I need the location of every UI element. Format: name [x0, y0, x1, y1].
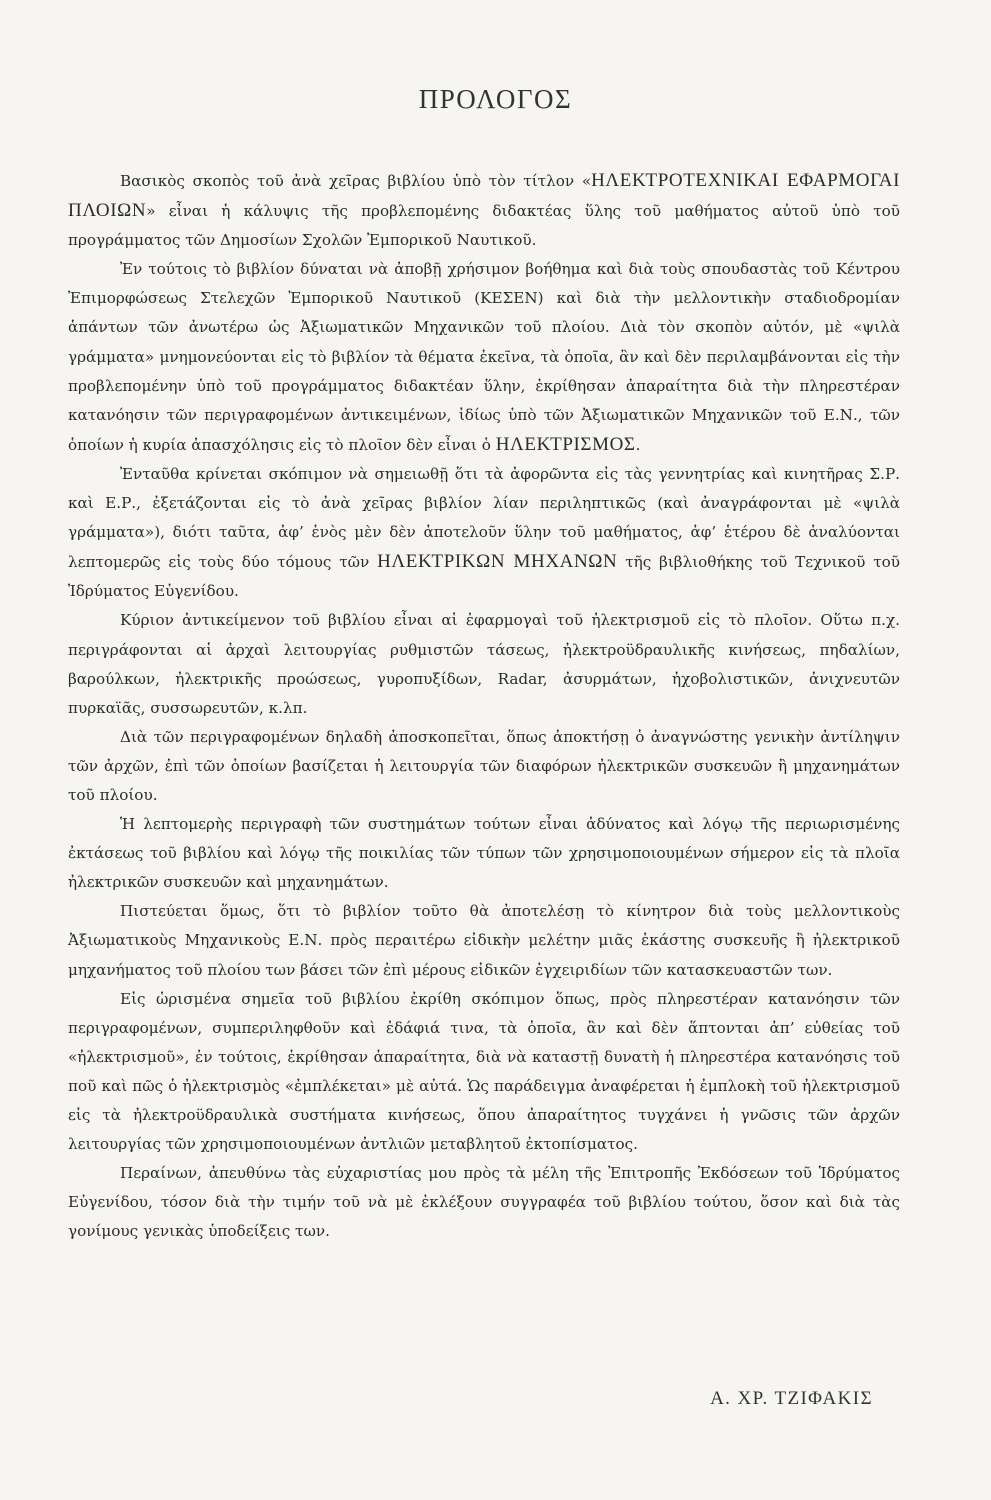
paragraph-6: Ἡ λεπτομερὴς περιγραφὴ τῶν συστημάτων τούτων εἶναι ἀδύνατος καὶ λόγῳ τῆς περιωρισμένης ἐκτάσεως τοῦ βιβλίου καὶ λόγῳ τῆς ποικιλίας τῶν τύπων τῶν χρησιμοποιουμένων σήμερον εἰς τὰ πλοῖα ἠλεκτρικῶν συσκευῶν καὶ μηχανημάτων.: [68, 815, 900, 892]
author-signature: Α. ΧΡ. ΤΖΙΦΑΚΙΣ: [710, 1388, 873, 1409]
book-title-caps: ΗΛΕΚΤΡΟΤΕΧΝΙΚΑΙ ΕΦΑΡΜΟΓΑΙ ΠΛΟΙΩΝ: [68, 170, 900, 222]
paragraph-2: [68, 255, 900, 460]
paragraph-5: Διὰ τῶν περιγραφομένων δηλαδὴ ἀποσκοπεῖται, ὅπως ἀποκτήσῃ ὁ ἀναγνώστης γενικὴν ἀντίληψιν τῶν ἀρχῶν, ἐπὶ τῶν ὁποίων βασίζεται ἡ λειτουργία τῶν διαφόρων ἠλεκτρικῶν συσκευῶν ἢ μηχανημάτων τοῦ πλοίου.: [68, 727, 900, 804]
electricity-caps: ΗΛΕΚΤΡΙΣΜΟΣ: [495, 433, 636, 455]
preface-body: [68, 166, 900, 1246]
paragraph-1-text-a: Βασικὸς σκοπὸς τοῦ ἀνὰ χεῖρας βιβλίου ὑπὸ τὸν τίτλον «: [120, 172, 592, 190]
paragraph-4: Κύριον ἀντικείμενον τοῦ βιβλίου εἶναι αἱ ἐφαρμογαὶ τοῦ ἠλεκτρισμοῦ εἰς τὸ πλοῖον. Οὕτω π.χ. περιγράφονται αἱ ἀρχαὶ λειτουργίας ρυθμιστῶν τάσεως, ἠλεκτροϋδραυλικῆς κινήσεως, πηδαλίων, βαρούλκων, ἠλεκτρικῆς προώσεως, γυροπυξίδων, Radar, ἀσυρμάτων, ἠχοβολιστικῶν, ἀνιχνευτῶν πυρκαϊᾶς, συσσωρευτῶν, κ.λπ.: [68, 611, 900, 717]
paragraph-3-text-a: Ἐνταῦθα κρίνεται σκόπιμον νὰ σημειωθῇ ὅτι τὰ ἀφορῶντα εἰς τὰς γεννητρίας καὶ κινητῆρας Σ.Ρ. καὶ Ε.Ρ., ἐξετάζονται εἰς τὸ ἀνὰ χεῖρας βιβλίον λίαν περιληπτικῶς (καὶ ἀναγράφονται μὲ «ψιλὰ γράμματα»), διότι ταῦτα, ἀφ’ ἑνὸς μὲν δὲν ἀποτελοῦν ὕλην τοῦ μαθήματος, ἀφ’ ἑτέρου δὲ ἀναλύονται λεπτομερῶς εἰς τοὺς δύο τόμους τῶν: [68, 464, 900, 572]
paragraph-3-text-b: τῆς βιβλιοθήκης τοῦ Τεχνικοῦ τοῦ Ἱδρύματος Εὐγενίδου.: [68, 553, 900, 601]
paragraph-3: [68, 460, 900, 606]
paragraph-9: Περαίνων, ἀπευθύνω τὰς εὐχαριστίας μου πρὸς τὰ μέλη τῆς Ἐπιτροπῆς Ἐκδόσεων τοῦ Ἱδρύματος Εὐγενίδου, τόσον διὰ τὴν τιμήν τοῦ νὰ μὲ ἐκλέξουν συγγραφέα τοῦ βιβλίου τούτου, ὅσον καὶ διὰ τὰς γονίμους γενικὰς ὑποδείξεις των.: [68, 1164, 900, 1241]
page-title: ΠΡΟΛΟΓΟΣ: [418, 84, 573, 114]
paragraph-8: Εἰς ὡρισμένα σημεῖα τοῦ βιβλίου ἐκρίθη σκόπιμον ὅπως, πρὸς πληρεστέραν κατανόησιν τῶν περιγραφομένων, συμπεριληφθοῦν καὶ ἐδάφιά τινα, τὰ ὁποῖα, ἂν καὶ δὲν ἅπτονται ἀπ’ εὐθείας τοῦ «ἠλεκτρισμοῦ», ἐν τούτοις, ἐκρίθησαν ἀπαραίτητα, διὰ νὰ καταστῇ δυνατὴ ἡ πληρεστέρα κατανόησις τοῦ ποῦ καὶ πῶς ὁ ἠλεκτρισμὸς «ἐμπλέκεται» μὲ αὐτά. Ὡς παράδειγμα ἀναφέρεται ἡ ἐμπλοκὴ τοῦ ἠλεκτρισμοῦ εἰς τὰ ἠλεκτροϋδραυλικὰ συστήματα κινήσεως, ὅπου ἀπαραίτητος τυγχάνει ἡ γνῶσις τῶν ἀρχῶν λειτουργίας τῶν χρησιμοποιουμένων ἀντλιῶν μεταβλητοῦ ἐκτοπίσματος.: [68, 989, 900, 1154]
paragraph-1: [68, 166, 900, 255]
paragraph-2-text-a: Ἐν τούτοις τὸ βιβλίον δύναται νὰ ἀποβῇ χρήσιμον βοήθημα καὶ διὰ τοὺς σπουδαστὰς τοῦ Κέντρου Ἐπιμορφώσεως Στελεχῶν Ἐμπορικοῦ Ναυτικοῦ (ΚΕΣΕΝ) καὶ διὰ τὴν μελλοντικὴν σταδιοδρομίαν ἁπάντων τῶν ἀνωτέρω ὡς Ἀξιωματικῶν Μηχανικῶν τοῦ πλοίου. Διὰ τὸν σκοπὸν αὐτόν, μὲ «ψιλὰ γράμματα» μνημονεύονται εἰς τὸ βιβλίον τὰ θέματα ἐκεῖνα, τὰ ὁποῖα, ἂν καὶ δὲν περιλαμβάνονται εἰς τὴν προβλεπομένην ὑπὸ τοῦ προγράμματος διδακτέαν ὕλην, ἐκρίθησαν ἀπαραίτητα διὰ τὴν πληρεστέραν κατανόησιν τῶν περιγραφομένων ἀντικειμένων, ἰδίως ὑπὸ τῶν Ἀξιωματικῶν Μηχανικῶν τοῦ Ε.Ν., τῶν ὁποίων ἡ κυρία ἀπασχόλησις εἰς τὸ πλοῖον δὲν εἶναι ὁ: [68, 260, 900, 454]
electric-machines-caps: ΗΛΕΚΤΡΙΚΩΝ ΜΗΧΑΝΩΝ: [377, 551, 618, 573]
paragraph-2-text-b: .: [635, 435, 641, 454]
paragraph-7: Πιστεύεται ὅμως, ὅτι τὸ βιβλίον τοῦτο θὰ ἀποτελέσῃ τὸ κίνητρον διὰ τοὺς μελλοντικοὺς Ἀξιωματικοὺς Μηχανικοὺς Ε.Ν. πρὸς περαιτέρω εἰδικὴν μελέτην μιᾶς ἑκάστης συσκευῆς ἢ ἠλεκτρικοῦ μηχανήματος τοῦ πλοίου των βάσει τῶν ἐπὶ μέρους εἰδικῶν ἐγχειριδίων τῶν κατασκευαστῶν των.: [68, 902, 900, 979]
paragraph-1-text-b: » εἶναι ἡ κάλυψις τῆς προβλεπομένης διδακτέας ὕλης τοῦ μαθήματος αὐτοῦ ὑπὸ τοῦ προγράμματος τῶν Δημοσίων Σχολῶν Ἐμπορικοῦ Ναυτικοῦ.: [68, 202, 900, 250]
